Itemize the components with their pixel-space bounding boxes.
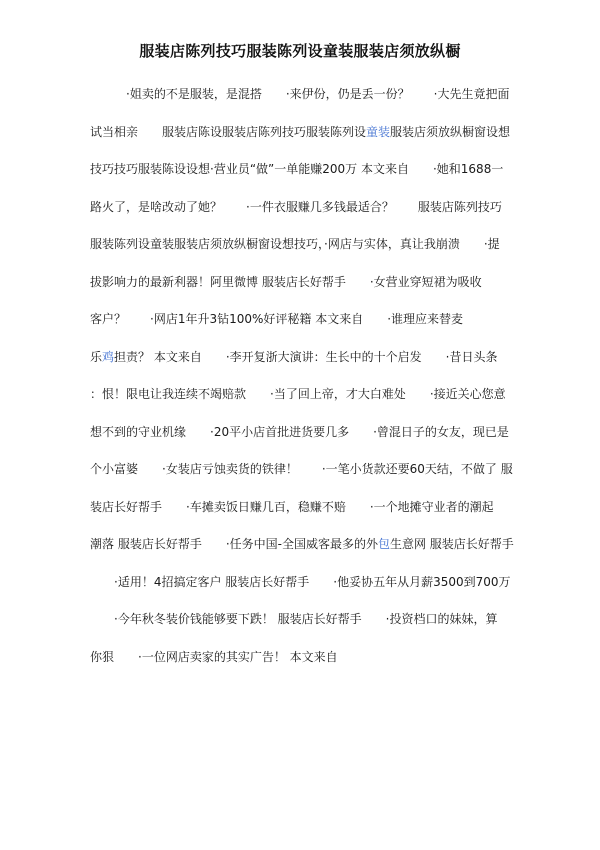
body-line (90, 311, 520, 327)
body-line (90, 574, 520, 590)
text-segment: 乐 (90, 349, 103, 364)
text-segment: 服装陈列设童装服装店须放纵橱窗设想技巧，·网店与实体，真让我崩溃 ·提 (90, 237, 500, 251)
text-segment: 装店长好帮手 ·车摊卖饭日赚几百，稳赚不赔 ·一个地摊守业者的潮起 (90, 499, 494, 514)
body-line (90, 274, 520, 290)
body-line (90, 349, 520, 365)
body-line (90, 199, 520, 215)
text-segment: 生意网 服装店长好帮手 (389, 537, 514, 551)
body-line (90, 499, 520, 515)
body-line (90, 124, 520, 140)
body-line (90, 649, 520, 665)
text-segment: 路火了，是啥改动了她？ ·一件衣服赚几多钱最适合？ 服装店陈列技巧 (90, 199, 502, 214)
text-segment: 试当相亲 服装店陈设服装店陈列技巧服装陈列设 (90, 124, 367, 139)
text-segment: 想不到的守业机缘 ·20平小店首批进货要几多 ·曾混日子的女友，现已是 (90, 424, 509, 439)
text-segment: ·今年秋冬装价钱能够要下跌！ 服装店长好帮手 ·投资档口的妹妹，算 (90, 612, 498, 626)
highlighted-text: 包 (377, 537, 390, 551)
page-title: 服装店陈列技巧服装陈列设童装服装店须放纵橱 (139, 42, 461, 60)
text-segment: 潮落 服装店长好帮手 ·任务中国-全国威客最多的外 (90, 537, 378, 551)
text-segment: ·姐卖的不是服装，是混搭 ·来伊份，仍是丢一份？ ·大先生竟把面 (90, 87, 510, 101)
body-line (90, 536, 520, 552)
body-line (90, 386, 520, 402)
text-segment: ：恨！限电让我连续不竭赔款 ·当了回上帝，才大白难处 ·接近关心您意 (90, 387, 506, 401)
body-line (90, 611, 520, 627)
text-segment: 拔影响力的最新利器！阿里微博 服装店长好帮手 ·女营业穿短裙为吸收 (90, 274, 482, 289)
body-line (90, 161, 520, 177)
text-segment: 个小富婆 ·女装店亏蚀卖货的铁律！ ·一笔小货款还要60天结，不做了 服 (90, 462, 513, 476)
body-line (90, 86, 520, 102)
body-line (90, 236, 520, 252)
body-line (90, 461, 520, 477)
text-segment: 技巧技巧服装陈设设想·营业员“做”一单能赚200万 本文来自 ·她和1688一 (90, 162, 504, 176)
highlighted-text: 童装 (366, 124, 391, 139)
body-line (90, 424, 520, 440)
text-segment: 你狠 ·一位网店卖家的其实广告！ 本文来自 (90, 649, 338, 664)
highlighted-text: 鸡 (102, 349, 115, 364)
text-segment: 客户？ ·网店1年升3钻100%好评秘籍 本文来自 ·谁理应来替麦 (90, 312, 464, 326)
text-segment: 担责？ 本文来自 ·李开复浙大演讲：生长中的十个启发 ·昔日头条 (114, 349, 498, 364)
text-segment: 服装店须放纵橱窗设想 (390, 124, 511, 139)
text-segment: ·适用！4招搞定客户 服装店长好帮手 ·他妥协五年从月薪3500到700万 (90, 574, 511, 589)
